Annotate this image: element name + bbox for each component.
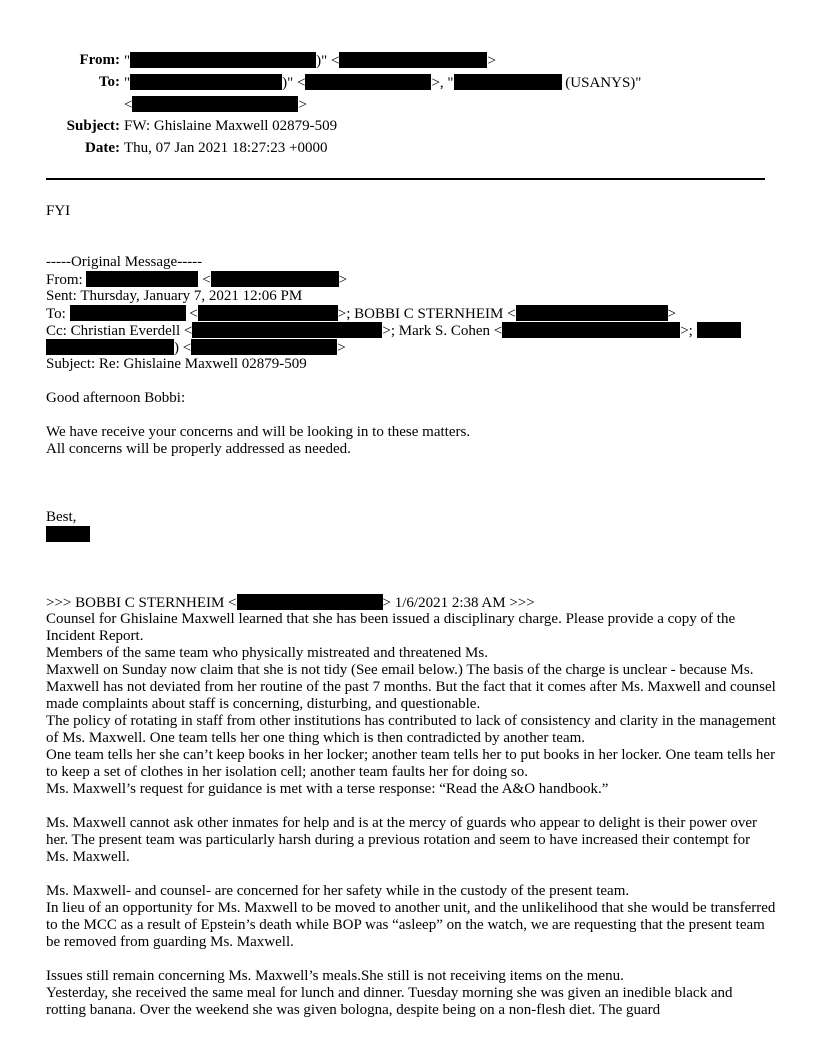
redaction-block [502, 322, 680, 338]
subject-label: Subject: [66, 118, 120, 134]
original-sent-line: Sent: Thursday, January 7, 2021 12:06 PM [46, 288, 303, 304]
original-to-label: To: [46, 306, 66, 322]
from-value: " )" < > [124, 53, 496, 69]
redaction-block [130, 74, 282, 90]
redaction-block [46, 526, 90, 542]
to-value: " )" < >, " (USANYS)" [124, 75, 642, 91]
redaction-block [237, 594, 383, 610]
reply-line-2: All concerns will be properly addressed as needed. [46, 441, 351, 457]
original-cc-line: Cc: Christian Everdell < >; Mark S. Cohen < >; [46, 322, 776, 339]
subject-row [40, 118, 780, 140]
quoted-paragraph-3: Maxwell on Sunday now claim that she is not tidy (See email below.) The basis of the charge is unclear - because Ms. Maxwell has not deviated from her routine of the past 7 months. But the fact that it comes after Ms. Maxwell and counsel made complaints about staff is concerning, disturbing, and questionable. [46, 662, 776, 712]
redaction-block [86, 271, 198, 287]
quoted-paragraph-4: The policy of rotating in staff from other institutions has contributed to lack of consistency and clarity in the management of Ms. Maxwell. One team tells her one thing which is then contradicted by another team. [46, 713, 776, 746]
original-to-name2: ; BOBBI C STERNHEIM < [346, 306, 516, 322]
quoted-paragraph-8: Ms. Maxwell- and counsel- are concerned for her safety while in the custody of the present team. [46, 883, 630, 899]
fyi-text: FYI [46, 203, 71, 219]
from-label: From: [79, 52, 120, 68]
redaction-block [132, 96, 298, 112]
quoted-paragraph-2: Members of the same team who physically mistreated and threatened Ms. [46, 645, 488, 661]
redaction-block [198, 305, 338, 321]
original-cc-name1: Cc: Christian Everdell < [46, 323, 193, 339]
quoted-paragraph-9: In lieu of an opportunity for Ms. Maxwell to be moved to another unit, and the unlikelihood that she would be transferred to the MCC as a result of Epstein’s death while BOP was “asleep” on the watch, we are requesting that the present team be removed from guarding Ms. Maxwell. [46, 900, 776, 950]
header-divider [46, 178, 765, 180]
signature-redacted [46, 526, 776, 543]
original-message-marker: -----Original Message----- [46, 254, 203, 270]
to-organization: (USANYS)" [565, 75, 642, 91]
quoted-paragraph-1: Counsel for Ghislaine Maxwell learned that she has been issued a disciplinary charge. Please provide a copy of the Incident Report. [46, 611, 736, 644]
redaction-block [192, 322, 382, 338]
quoted-paragraph-5: One team tells her she can’t keep books in her locker; another team tells her to put books in her locker. One team tells her to keep a set of clothes in her isolation cell; another team faults her for doing so. [46, 747, 776, 780]
email-body [46, 203, 776, 1019]
greeting: Good afternoon Bobbi: [46, 390, 186, 406]
quote-suffix: > 1/6/2021 2:38 AM >>> [382, 595, 535, 611]
redaction-block [70, 305, 186, 321]
original-cc-name2: ; Mark S. Cohen < [390, 323, 503, 339]
original-from-label: From: [46, 272, 83, 288]
original-subject-line: Subject: Re: Ghislaine Maxwell 02879-509 [46, 356, 307, 372]
to-row-continued: < > [124, 97, 307, 113]
quote-prefix: >>> BOBBI C STERNHEIM < [46, 595, 237, 611]
redaction-block [46, 339, 174, 355]
redaction-block [305, 74, 431, 90]
redaction-block [697, 322, 741, 338]
redaction-block [516, 305, 668, 321]
date-value: Thu, 07 Jan 2021 18:27:23 +0000 [124, 140, 328, 156]
original-to-line: To: < >; BOBBI C STERNHEIM < > [46, 306, 677, 322]
to-row [40, 74, 780, 96]
signoff: Best, [46, 509, 77, 525]
redaction-block [191, 339, 337, 355]
quoted-paragraph-11: Yesterday, she received the same meal for lunch and dinner. Tuesday morning she was given an inedible black and rotting banana. Over the weekend she was given bologna, despite being on a non-flesh diet. The guard [46, 985, 733, 1018]
quoted-message-header [46, 594, 776, 611]
original-from-line: From: < > [46, 272, 348, 288]
quoted-paragraph-7: Ms. Maxwell cannot ask other inmates for help and is at the mercy of guards who appear to delight is their power over her. The present team was particularly harsh during a previous rotation and seem to have increased their contempt for Ms. Maxwell. [46, 815, 758, 865]
to-label: To: [98, 74, 120, 90]
reply-line-1: We have receive your concerns and will be looking in to these matters. [46, 424, 471, 440]
redaction-block [339, 52, 487, 68]
original-cc-line-continued: ) < > [46, 339, 776, 356]
date-row [40, 140, 780, 162]
redaction-block [211, 271, 339, 287]
email-header [40, 52, 780, 162]
subject-value: FW: Ghislaine Maxwell 02879-509 [124, 118, 338, 134]
date-label: Date: [85, 140, 120, 156]
from-row [40, 52, 780, 74]
redaction-block [454, 74, 562, 90]
quoted-paragraph-10: Issues still remain concerning Ms. Maxwell’s meals.She still is not receiving items on the menu. [46, 968, 624, 984]
quoted-paragraph-6: Ms. Maxwell’s request for guidance is met with a terse response: “Read the A&O handbook.” [46, 781, 609, 797]
redaction-block [130, 52, 316, 68]
